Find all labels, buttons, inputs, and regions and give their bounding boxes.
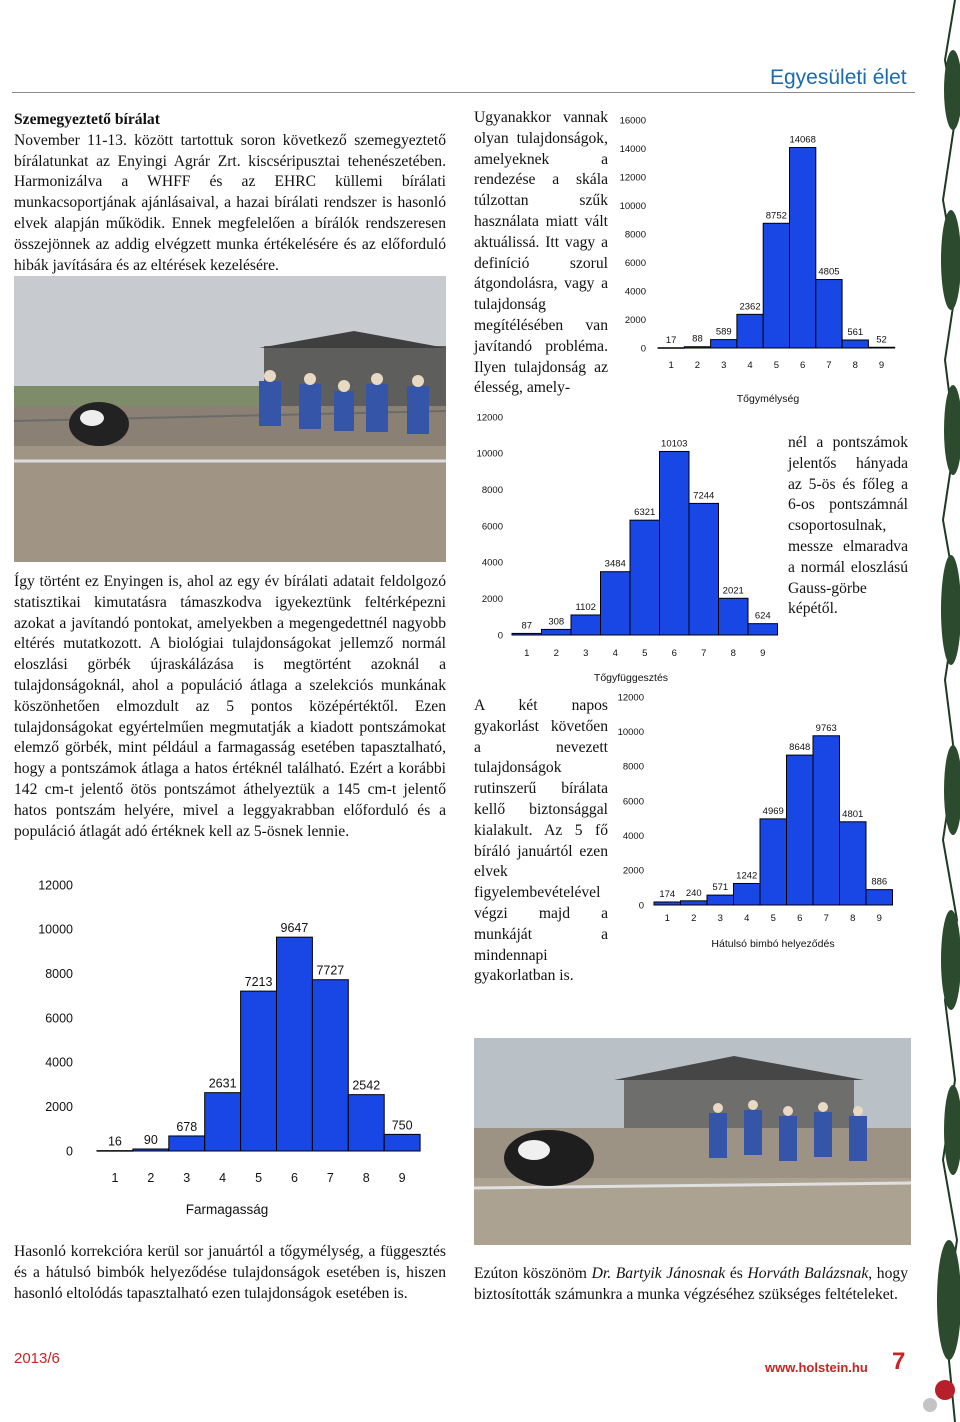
bar-7	[816, 280, 842, 348]
x-tick-label: 6	[290, 1171, 298, 1185]
y-tick-label: 10000	[476, 448, 503, 460]
x-tick-label: 1	[664, 913, 670, 924]
data-label: 9763	[815, 722, 837, 734]
col3-paragraph: nél a pontszámok jelentős hányada az 5-ös és főleg a 6-os pontszámnál csoportosulnak, messze elmaradva a normál eloszlású Gauss-görbe képétől.	[788, 434, 908, 618]
data-label: 87	[521, 620, 533, 632]
x-tick-label: 8	[850, 913, 856, 924]
thanks-block	[474, 1264, 908, 1306]
bar-4	[737, 314, 763, 348]
y-tick-label: 10000	[619, 200, 646, 212]
data-label: 7244	[693, 490, 715, 502]
x-tick-label: 4	[219, 1171, 227, 1185]
data-label: 17	[665, 334, 677, 346]
thanks-mid: és	[725, 1265, 748, 1282]
x-tick-label: 9	[876, 913, 882, 924]
christmas-branch-decoration	[915, 0, 960, 1422]
chart-hatulso-bimbo	[600, 685, 930, 965]
x-tick-label: 3	[583, 648, 589, 659]
bar-7	[689, 503, 719, 635]
bar-6	[660, 451, 690, 635]
y-tick-label: 8000	[481, 484, 503, 496]
data-label: 8648	[789, 742, 811, 754]
data-label: 308	[548, 616, 565, 628]
x-tick-label: 6	[671, 648, 677, 659]
data-label: 3484	[604, 558, 626, 570]
data-label: 7213	[244, 975, 273, 990]
header-divider	[12, 92, 917, 93]
x-tick-label: 5	[255, 1171, 263, 1185]
y-tick-label: 4000	[481, 557, 503, 569]
intro-paragraph: November 11-13. között tartottuk soron következő szemegyeztető bírálatunkat az Enyingi Agrár Zrt. kiscséripusztai tehenészetében. Harmonizálva a WHFF és az EHRC küllemi bírálati munkacsoportjának ajánlásaival, a hazai bírálati rendszer is hasonló elvek alapján működik. Ennek megfelelően a bírálók rendszeresen összejönnek az addig elvégzett munka értékelésére és az előforduló hibák javítására és az eltérések kezelésére.	[14, 131, 446, 274]
bar-5	[630, 520, 660, 635]
intro-block	[14, 110, 446, 276]
x-axis-title: Tőgymélység	[736, 393, 800, 405]
y-tick-label: 6000	[45, 1011, 73, 1026]
x-tick-label: 1	[111, 1171, 119, 1185]
x-tick-label: 2	[691, 913, 697, 924]
bar-2	[542, 629, 572, 635]
judging-photo-2	[474, 1038, 911, 1245]
bar-3	[169, 1136, 205, 1151]
x-tick-label: 1	[524, 648, 530, 659]
thanks-post: , hogy biztosították számunkra a munka végzéséhez szükséges feltételeket.	[474, 1265, 908, 1303]
y-tick-label: 4000	[622, 830, 644, 842]
x-tick-label: 9	[760, 648, 766, 659]
chart-togyfuggesztes	[470, 405, 790, 695]
footer-website[interactable]: www.holstein.hu	[765, 1360, 868, 1375]
chart-farmagassag	[0, 870, 440, 1235]
y-tick-label: 2000	[481, 593, 503, 605]
data-label: 561	[847, 327, 864, 339]
bar-9	[384, 1134, 420, 1151]
data-label: 2631	[208, 1076, 237, 1091]
y-tick-label: 0	[497, 630, 503, 642]
data-label: 1242	[736, 870, 758, 882]
x-tick-label: 7	[701, 648, 707, 659]
x-tick-label: 7	[826, 360, 832, 371]
data-label: 4969	[762, 805, 784, 817]
data-label: 8752	[765, 210, 787, 222]
x-tick-label: 7	[326, 1171, 334, 1185]
data-label: 750	[391, 1118, 413, 1133]
data-label: 4801	[842, 808, 864, 820]
x-tick-label: 4	[747, 360, 753, 371]
bar-3	[707, 895, 734, 905]
y-tick-label: 14000	[619, 143, 646, 155]
y-tick-label: 8000	[622, 761, 644, 773]
data-label: 678	[176, 1119, 198, 1134]
thanks-name-2: Horváth Balázsnak	[747, 1265, 869, 1282]
data-label: 88	[692, 333, 703, 345]
y-tick-label: 4000	[45, 1055, 73, 1070]
bar-8	[840, 822, 867, 905]
y-tick-label: 12000	[619, 172, 646, 184]
y-tick-label: 12000	[476, 412, 503, 424]
section-title: Egyesületi élet	[770, 66, 907, 89]
bar-2	[681, 901, 708, 905]
data-label: 16	[107, 1134, 122, 1149]
data-label: 6321	[634, 507, 656, 519]
bar-9	[748, 624, 778, 635]
x-tick-label: 9	[878, 360, 885, 371]
col2-mid-block	[474, 696, 608, 987]
y-tick-label: 10000	[38, 922, 73, 937]
x-tick-label: 4	[744, 913, 750, 924]
y-tick-label: 8000	[45, 967, 73, 982]
y-tick-label: 0	[640, 343, 646, 355]
data-label: 2362	[739, 301, 761, 313]
data-label: 571	[712, 882, 729, 894]
data-label: 174	[659, 888, 676, 900]
bar-8	[719, 598, 749, 635]
judging-photo-1	[14, 276, 446, 562]
article-title: Szemegyeztető bírálat	[14, 111, 160, 128]
bar-4	[205, 1093, 241, 1151]
chart-togymelyseg	[600, 110, 930, 415]
x-tick-label: 8	[362, 1171, 370, 1185]
bottom-left-paragraph: Hasonló korrekcióra kerül sor januártól a tőgymélység, a függesztés és a hátulsó bimbók helyeződése tulajdonságok esetében is, hiszen hasonló eltolódás tapasztalható ezen tulajdonságok esetében is.	[14, 1243, 446, 1302]
bottom-left-block	[14, 1242, 446, 1304]
y-tick-label: 16000	[619, 115, 646, 127]
data-label: 624	[754, 610, 771, 622]
x-tick-label: 3	[717, 913, 723, 924]
x-tick-label: 3	[183, 1171, 191, 1185]
bar-5	[760, 819, 787, 905]
data-label: 10103	[661, 438, 688, 450]
y-tick-label: 0	[638, 900, 644, 912]
y-tick-label: 8000	[624, 229, 646, 241]
bar-6	[277, 937, 313, 1151]
y-tick-label: 12000	[38, 878, 73, 893]
data-label: 90	[143, 1133, 158, 1148]
x-tick-label: 9	[398, 1171, 406, 1185]
x-tick-label: 5	[642, 648, 648, 659]
footer-issue: 2013/6	[14, 1350, 60, 1367]
x-tick-label: 5	[773, 360, 779, 371]
y-tick-label: 2000	[45, 1100, 73, 1115]
bar-5	[241, 991, 277, 1151]
main-text-block	[14, 572, 446, 842]
col2-top-paragraph: Ugyanakkor vannak olyan tulajdonságok, amelyeknek a rendezése a skála túlzottan szűk használata miatt vált aktuálissá. Itt vagy a definíció szorul átgondolásra, vagy a tulajdonság megítélésében van javítandó probléma. Ilyen tulajdonság az élesség, amely-	[474, 109, 608, 397]
col3-block	[788, 433, 908, 620]
y-tick-label: 2000	[624, 314, 646, 326]
col2-top-block	[474, 108, 608, 399]
x-tick-label: 6	[797, 913, 803, 924]
data-label: 7727	[316, 963, 345, 978]
bar-4	[734, 883, 761, 905]
bar-9	[866, 890, 893, 905]
col2-mid-paragraph: A két napos gyakorlást követően a nevezett tulajdonságok rutinszerű bírálata kellő biztonsággal kialakult. Az 5 fő bíráló januártól ezen elvek figyelembevételével végzi majd a munkáját a mindennapi gyakorlatban is.	[474, 697, 608, 985]
x-tick-label: 1	[668, 360, 674, 371]
page-number: 7	[892, 1348, 906, 1375]
x-tick-label: 3	[721, 360, 727, 371]
x-axis-title: Farmagasság	[185, 1202, 269, 1217]
data-label: 2542	[352, 1078, 381, 1093]
data-label: 886	[871, 876, 888, 888]
x-tick-label: 5	[770, 913, 776, 924]
bar-5	[763, 223, 789, 348]
x-tick-label: 4	[612, 648, 618, 659]
x-tick-label: 2	[694, 360, 701, 371]
data-label: 2021	[722, 585, 744, 597]
x-tick-label: 7	[823, 913, 829, 924]
bar-3	[711, 340, 737, 348]
y-tick-label: 2000	[622, 865, 644, 877]
y-tick-label: 6000	[622, 796, 644, 808]
thanks-name-1: Dr. Bartyik Jánosnak	[591, 1265, 726, 1282]
data-label: 4805	[818, 266, 840, 278]
bar-4	[601, 572, 631, 635]
x-tick-label: 8	[852, 360, 858, 371]
y-tick-label: 4000	[624, 286, 646, 298]
data-label: 240	[685, 887, 702, 899]
bar-6	[790, 148, 816, 348]
bar-7	[312, 980, 348, 1151]
y-tick-label: 6000	[624, 257, 646, 269]
data-label: 9647	[280, 921, 309, 936]
y-tick-label: 0	[66, 1144, 73, 1159]
bar-8	[842, 340, 868, 348]
bar-6	[787, 755, 814, 905]
thanks-pre: Ezúton köszönöm	[474, 1265, 592, 1282]
y-tick-label: 10000	[617, 726, 644, 738]
data-label: 14068	[789, 134, 816, 146]
data-label: 1102	[575, 601, 596, 613]
y-tick-label: 12000	[617, 692, 644, 704]
y-tick-label: 6000	[481, 521, 503, 533]
bar-7	[813, 736, 840, 905]
bar-8	[348, 1095, 384, 1151]
bar-3	[571, 615, 601, 635]
x-axis-title: Tőgyfüggesztés	[593, 672, 669, 684]
data-label: 52	[876, 334, 887, 346]
x-tick-label: 2	[147, 1171, 155, 1185]
x-tick-label: 8	[730, 648, 736, 659]
x-axis-title: Hátulsó bimbó helyeződés	[711, 938, 835, 950]
x-tick-label: 6	[800, 360, 806, 371]
thanks-paragraph	[474, 1264, 908, 1306]
main-paragraph: Így történt ez Enyingen is, ahol az egy év bírálati adatait feldolgozó statisztikai kimutatásra támaszkodva igyekeztünk feltérképezni azokat a javítandó pontokat, amelyekben a megengedettnél nagyobb eltérés mutatkozott. A biológiai tulajdonságokat jellemző normál eloszlási görbék újraskálázása is megtörtént azoknál a tulajdonságoknál, ahol a populáció átlaga a szelekciós munkának köszönhetően elmozdult az 5 pontos középértéktől. Ezen tulajdonságokat egyértelműen megmutatják a kiadott pontszámokat elemző görbék, mint például a farmagasság esetében tapasztalható, hogy a pontszámok átlaga a hatos értéknél található. Ezért a korábbi 142 cm-t jelentő ötös pontszámot áthelyeztük a 145 cm-t jelentő hatos pontszám helyére, mivel a leggyakrabban előforduló és a populáció átlagát adó értéknek kell az 5-ösnek lennie.	[14, 573, 446, 840]
data-label: 589	[715, 326, 732, 338]
x-tick-label: 2	[553, 648, 559, 659]
